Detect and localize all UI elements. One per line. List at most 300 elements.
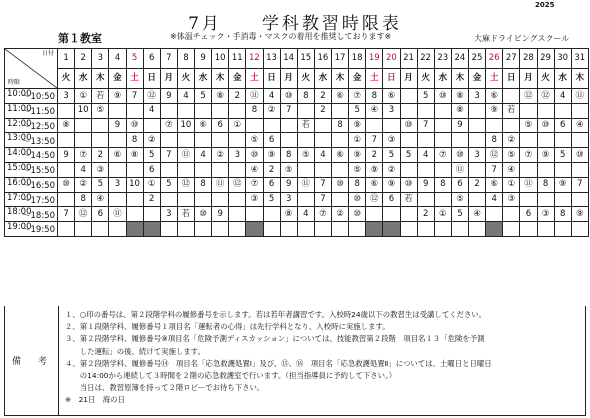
period-end-time: 〜18:50 <box>22 210 55 221</box>
lesson-cell <box>366 118 383 133</box>
lesson-cell <box>537 103 554 118</box>
lesson-cell <box>554 103 571 118</box>
lesson-cell <box>571 162 588 177</box>
weekday-label: 火 <box>297 69 314 89</box>
period-row <box>5 162 589 177</box>
period-time-label <box>5 162 58 177</box>
lesson-cell: ⑦ <box>314 207 331 222</box>
period-start-time: 15:00 <box>7 162 32 173</box>
period-time-label <box>5 177 58 192</box>
lesson-cell <box>400 103 417 118</box>
lesson-cell: 4 <box>195 148 212 163</box>
lesson-cell: ② <box>332 207 349 222</box>
lesson-cell <box>366 207 383 222</box>
lesson-cell <box>143 207 160 222</box>
lesson-cell: 6 <box>92 207 109 222</box>
lesson-cell: 6 <box>263 133 280 148</box>
lesson-cell <box>503 207 520 222</box>
period-time-label <box>5 207 58 222</box>
lesson-cell: 若 <box>297 118 314 133</box>
lesson-cell <box>520 162 537 177</box>
lesson-cell: ⑤ <box>503 148 520 163</box>
lesson-cell: ⑩ <box>58 177 75 192</box>
day-number: 8 <box>177 49 194 69</box>
lesson-cell: ⑩ <box>537 118 554 133</box>
weekday-label: 月 <box>160 69 177 89</box>
lesson-cell <box>160 133 177 148</box>
lesson-cell: 5 <box>417 89 434 104</box>
period-time-label <box>5 148 58 163</box>
lesson-cell <box>451 133 468 148</box>
lesson-cell <box>297 192 314 207</box>
lesson-cell <box>332 192 349 207</box>
period-time-label <box>5 103 58 118</box>
lesson-cell: ⑤ <box>349 162 366 177</box>
lesson-cell: ③ <box>537 207 554 222</box>
day-number: 31 <box>571 49 588 69</box>
lesson-cell <box>314 133 331 148</box>
lesson-cell: 8 <box>75 192 92 207</box>
lesson-cell <box>486 207 503 222</box>
lesson-cell: ⑪ <box>212 177 229 192</box>
period-row <box>5 103 589 118</box>
lesson-cell <box>280 222 297 237</box>
lesson-cell: ⑩ <box>400 118 417 133</box>
lesson-cell <box>314 118 331 133</box>
lesson-cell: 5 <box>263 192 280 207</box>
weekday-label: 水 <box>434 69 451 89</box>
lesson-cell <box>571 192 588 207</box>
period-end-time: 〜19:50 <box>22 225 55 236</box>
lesson-cell: 若 <box>177 207 194 222</box>
period-row <box>5 222 589 237</box>
lesson-cell: ⑩ <box>434 89 451 104</box>
lesson-cell: ⑪ <box>451 162 468 177</box>
lesson-cell: ⑤ <box>280 162 297 177</box>
lesson-cell: 4 <box>263 89 280 104</box>
lesson-cell <box>212 103 229 118</box>
lesson-cell <box>126 103 143 118</box>
lesson-cell: ⑨ <box>349 148 366 163</box>
lesson-cell: 7 <box>314 192 331 207</box>
lesson-cell: 6 <box>212 118 229 133</box>
remark-line: ４、第２段階学科、履修番号⑭ 項目名「応急救護処置Ⅰ」及び、⑮、⑯ 項目名「応急救護処置Ⅱ」については、土曜日と日曜日 <box>65 358 492 368</box>
lesson-cell <box>280 118 297 133</box>
lesson-cell <box>486 222 503 237</box>
period-start-time: 14:00 <box>7 148 32 159</box>
lesson-cell <box>109 103 126 118</box>
lesson-cell <box>400 222 417 237</box>
lesson-cell <box>126 192 143 207</box>
weekday-label: 木 <box>92 69 109 89</box>
weekday-label: 水 <box>75 69 92 89</box>
remark-line: １、○印の番号は、第２段階学科の履修番号を示します。若は若年者講習です。入校時24歳以下の教習生は受講してください。 <box>65 310 487 319</box>
lesson-cell: 5 <box>400 148 417 163</box>
period-start-time: 17:00 <box>7 192 32 203</box>
lesson-cell: ⑧ <box>126 148 143 163</box>
lesson-cell: 5 <box>554 148 571 163</box>
lesson-cell: ⑩ <box>246 148 263 163</box>
lesson-cell <box>160 222 177 237</box>
period-row <box>5 192 589 207</box>
lesson-cell: ① <box>503 177 520 192</box>
weekday-label: 日 <box>263 69 280 89</box>
lesson-cell <box>520 192 537 207</box>
weekday-label: 金 <box>469 69 486 89</box>
remarks-label: 備 考 <box>5 306 59 415</box>
lesson-cell <box>469 192 486 207</box>
lesson-cell: 2 <box>92 148 109 163</box>
lesson-cell <box>75 222 92 237</box>
period-row <box>5 207 589 222</box>
lesson-cell <box>229 162 246 177</box>
period-start-time: 13:00 <box>7 133 32 144</box>
lesson-cell: 8 <box>195 177 212 192</box>
lesson-cell: 4 <box>486 192 503 207</box>
day-number: 28 <box>520 49 537 69</box>
lesson-cell <box>332 133 349 148</box>
period-end-time: 〜12:50 <box>22 121 55 132</box>
lesson-cell <box>537 133 554 148</box>
lesson-cell: ④ <box>366 103 383 118</box>
period-row <box>5 148 589 163</box>
lesson-cell: ⑤ <box>92 103 109 118</box>
weekday-label: 火 <box>177 69 194 89</box>
lesson-cell <box>177 133 194 148</box>
lesson-cell: 6 <box>383 192 400 207</box>
lesson-cell <box>417 192 434 207</box>
lesson-cell: 2 <box>314 89 331 104</box>
lesson-cell <box>109 162 126 177</box>
period-end-time: 〜11:50 <box>22 107 55 118</box>
lesson-cell <box>229 103 246 118</box>
lesson-cell: ⑨ <box>537 148 554 163</box>
weekday-label: 水 <box>554 69 571 89</box>
school-name: 大麻ドライビングスクール <box>474 34 570 43</box>
day-number: 3 <box>92 49 109 69</box>
lesson-cell: 7 <box>486 162 503 177</box>
period-start-time: 16:00 <box>7 177 32 188</box>
lesson-cell <box>314 162 331 177</box>
lesson-cell: ⑩ <box>400 177 417 192</box>
lesson-cell <box>434 103 451 118</box>
day-number: 2 <box>75 49 92 69</box>
lesson-cell <box>417 103 434 118</box>
lesson-cell: ⑤ <box>246 133 263 148</box>
period-start-time: 18:00 <box>7 207 32 218</box>
lesson-cell: 4 <box>177 89 194 104</box>
lesson-cell: ⑪ <box>246 89 263 104</box>
lesson-cell <box>126 222 143 237</box>
lesson-cell: ⑦ <box>520 148 537 163</box>
lesson-cell <box>537 162 554 177</box>
lesson-cell <box>469 118 486 133</box>
lesson-cell: 7 <box>58 207 75 222</box>
weekday-label: 金 <box>109 69 126 89</box>
lesson-cell: 8 <box>280 148 297 163</box>
lesson-cell <box>400 89 417 104</box>
weekday-label: 木 <box>571 69 588 89</box>
lesson-cell: 5 <box>195 89 212 104</box>
lesson-cell <box>554 192 571 207</box>
lesson-cell: ⑩ <box>126 118 143 133</box>
remark-line: ３、第２段階学科、履修番号⑨項目名「危険予測ディスカッション」については、技能教習第２段階 項目名１３「危険を予測 <box>65 334 485 344</box>
weekday-label: 月 <box>280 69 297 89</box>
lesson-cell: ⑨ <box>263 148 280 163</box>
lesson-cell: 2 <box>366 148 383 163</box>
day-number: 4 <box>109 49 126 69</box>
day-number: 22 <box>417 49 434 69</box>
lesson-cell: 5 <box>160 177 177 192</box>
lesson-cell <box>195 222 212 237</box>
lesson-cell: ⑩ <box>195 207 212 222</box>
period-start-time: 12:00 <box>7 118 32 129</box>
lesson-cell: ② <box>75 177 92 192</box>
lesson-cell: 8 <box>246 103 263 118</box>
lesson-cell <box>434 133 451 148</box>
lesson-cell: 8 <box>537 177 554 192</box>
lesson-cell: ⑩ <box>571 148 588 163</box>
lesson-cell: 5 <box>92 177 109 192</box>
day-number: 5 <box>126 49 143 69</box>
lesson-cell: ⑦ <box>246 177 263 192</box>
weekday-label: 木 <box>332 69 349 89</box>
lesson-cell: ③ <box>503 192 520 207</box>
lesson-cell <box>571 222 588 237</box>
lesson-cell: ⑪ <box>297 177 314 192</box>
lesson-cell: ⑧ <box>451 103 468 118</box>
remarks-text <box>65 309 585 407</box>
lesson-cell: 4 <box>297 207 314 222</box>
lesson-cell <box>92 118 109 133</box>
period-end-time: 〜10:50 <box>22 92 55 103</box>
lesson-cell: ⑤ <box>520 118 537 133</box>
lesson-cell <box>366 222 383 237</box>
lesson-cell <box>160 162 177 177</box>
lesson-cell: ③ <box>383 133 400 148</box>
period-row <box>5 177 589 192</box>
lesson-cell: 9 <box>451 118 468 133</box>
lesson-cell <box>400 162 417 177</box>
lesson-cell: 9 <box>160 89 177 104</box>
lesson-cell <box>229 207 246 222</box>
lesson-cell: 4 <box>554 89 571 104</box>
lesson-cell <box>520 222 537 237</box>
lesson-cell: ① <box>349 133 366 148</box>
lesson-cell <box>143 118 160 133</box>
lesson-cell <box>486 118 503 133</box>
lesson-cell: 9 <box>280 177 297 192</box>
remarks-section <box>4 306 586 416</box>
lesson-cell: ⑨ <box>383 177 400 192</box>
lesson-cell: 8 <box>297 89 314 104</box>
lesson-cell <box>469 222 486 237</box>
lesson-cell <box>434 192 451 207</box>
lesson-cell <box>58 222 75 237</box>
lesson-cell: ⑦ <box>75 148 92 163</box>
lesson-cell <box>195 162 212 177</box>
lesson-cell: ③ <box>92 162 109 177</box>
lesson-cell: 5 <box>143 148 160 163</box>
lesson-cell <box>332 162 349 177</box>
lesson-cell: 3 <box>469 148 486 163</box>
weekday-label: 火 <box>537 69 554 89</box>
lesson-cell <box>332 222 349 237</box>
lesson-cell: ② <box>143 133 160 148</box>
lesson-cell: ⑫ <box>229 177 246 192</box>
lesson-cell: ⑩ <box>451 148 468 163</box>
lesson-cell <box>571 103 588 118</box>
lesson-cell <box>400 207 417 222</box>
period-time-label <box>5 133 58 148</box>
lesson-cell: 9 <box>417 177 434 192</box>
lesson-cell <box>571 133 588 148</box>
lesson-cell: ⑩ <box>280 89 297 104</box>
lesson-cell <box>383 207 400 222</box>
lesson-cell <box>92 133 109 148</box>
lesson-cell <box>246 118 263 133</box>
lesson-cell <box>246 222 263 237</box>
remark-line: した運転」の後、続けて実施します。 <box>65 346 205 356</box>
lesson-cell <box>417 162 434 177</box>
lesson-cell <box>554 222 571 237</box>
day-number: 26 <box>486 49 503 69</box>
lesson-cell: 3 <box>280 192 297 207</box>
lesson-cell <box>58 192 75 207</box>
lesson-cell: ⑦ <box>160 118 177 133</box>
lesson-cell: ④ <box>469 207 486 222</box>
lesson-cell: 2 <box>143 192 160 207</box>
lesson-cell: 6 <box>263 177 280 192</box>
lesson-cell: 7 <box>126 89 143 104</box>
year-label: 2025 <box>535 1 555 9</box>
lesson-cell: 3 <box>469 89 486 104</box>
lesson-cell: 10 <box>75 103 92 118</box>
lesson-cell <box>469 133 486 148</box>
lesson-cell: ④ <box>503 162 520 177</box>
lesson-cell: ④ <box>571 118 588 133</box>
lesson-cell: ⑦ <box>349 89 366 104</box>
lesson-cell: ⑧ <box>451 89 468 104</box>
lesson-cell: ② <box>263 103 280 118</box>
lesson-cell: ⑨ <box>571 207 588 222</box>
lesson-cell: ⑥ <box>332 148 349 163</box>
remark-line: ２、第１段階学科、履修番号１項目名「運転者の心得」は先行学科となり、入校時に実施します。 <box>65 322 390 332</box>
lesson-cell: 2 <box>229 89 246 104</box>
lesson-cell: 若 <box>92 89 109 104</box>
day-number: 6 <box>143 49 160 69</box>
lesson-cell <box>400 133 417 148</box>
period-time-label <box>5 118 58 133</box>
lesson-cell: 若 <box>400 192 417 207</box>
lesson-cell: 8 <box>366 89 383 104</box>
lesson-cell: ⑧ <box>58 118 75 133</box>
lesson-cell: 5 <box>383 148 400 163</box>
lesson-cell <box>297 162 314 177</box>
lesson-cell: ⑫ <box>75 207 92 222</box>
page-title: 7月 学科教習時限表 <box>188 14 402 34</box>
notice-text: ※体温チェック・手消毒・マスクの着用を推奨しております※ <box>170 32 392 41</box>
lesson-cell: ① <box>75 89 92 104</box>
lesson-cell <box>554 162 571 177</box>
period-end-time: 〜17:50 <box>22 195 55 206</box>
lesson-cell: 8 <box>126 133 143 148</box>
period-time-label <box>5 192 58 207</box>
lesson-cell: 3 <box>58 89 75 104</box>
day-number: 16 <box>314 49 331 69</box>
lesson-cell <box>520 103 537 118</box>
lesson-cell <box>469 162 486 177</box>
lesson-cell <box>177 222 194 237</box>
date-header-label: 日付 <box>41 50 54 57</box>
weekday-label: 水 <box>314 69 331 89</box>
lesson-cell <box>195 192 212 207</box>
lesson-cell <box>195 103 212 118</box>
period-start-time: 11:00 <box>7 103 32 114</box>
weekday-label: 水 <box>195 69 212 89</box>
lesson-cell: ⑩ <box>349 207 366 222</box>
lesson-cell: 7 <box>417 118 434 133</box>
period-time-label <box>5 222 58 237</box>
weekday-label: 火 <box>58 69 75 89</box>
lesson-cell <box>229 222 246 237</box>
lesson-cell <box>109 192 126 207</box>
lesson-cell: ⑩ <box>332 177 349 192</box>
lesson-cell: 9 <box>58 148 75 163</box>
lesson-cell <box>554 133 571 148</box>
lesson-cell <box>229 192 246 207</box>
lesson-cell <box>349 222 366 237</box>
period-row <box>5 118 589 133</box>
schedule-grid <box>4 48 589 237</box>
lesson-cell <box>263 207 280 222</box>
period-start-time: 19:00 <box>7 222 32 233</box>
lesson-cell: ⑫ <box>537 89 554 104</box>
lesson-cell: ⑨ <box>554 177 571 192</box>
period-time-label <box>5 89 58 104</box>
lesson-cell: ① <box>229 118 246 133</box>
lesson-cell <box>58 133 75 148</box>
day-number: 27 <box>503 49 520 69</box>
lesson-cell: ① <box>434 207 451 222</box>
day-number: 29 <box>537 49 554 69</box>
lesson-cell: ④ <box>92 192 109 207</box>
period-end-time: 〜16:50 <box>22 181 55 192</box>
day-number: 21 <box>400 49 417 69</box>
lesson-cell: 8 <box>486 133 503 148</box>
lesson-cell <box>263 222 280 237</box>
day-number: 9 <box>195 49 212 69</box>
lesson-cell <box>92 222 109 237</box>
day-number: 12 <box>246 49 263 69</box>
period-end-time: 〜13:50 <box>22 136 55 147</box>
lesson-cell <box>143 222 160 237</box>
weekday-label: 月 <box>400 69 417 89</box>
lesson-cell <box>297 222 314 237</box>
lesson-cell <box>469 103 486 118</box>
lesson-cell <box>417 222 434 237</box>
weekday-label: 木 <box>451 69 468 89</box>
lesson-cell: 10 <box>177 118 194 133</box>
day-number: 17 <box>332 49 349 69</box>
lesson-cell: 4 <box>143 103 160 118</box>
weekday-label: 木 <box>212 69 229 89</box>
lesson-cell: 5 <box>451 207 468 222</box>
lesson-cell: 3 <box>109 177 126 192</box>
lesson-cell: 5 <box>349 103 366 118</box>
weekday-label: 日 <box>503 69 520 89</box>
lesson-cell: ⑪ <box>571 89 588 104</box>
